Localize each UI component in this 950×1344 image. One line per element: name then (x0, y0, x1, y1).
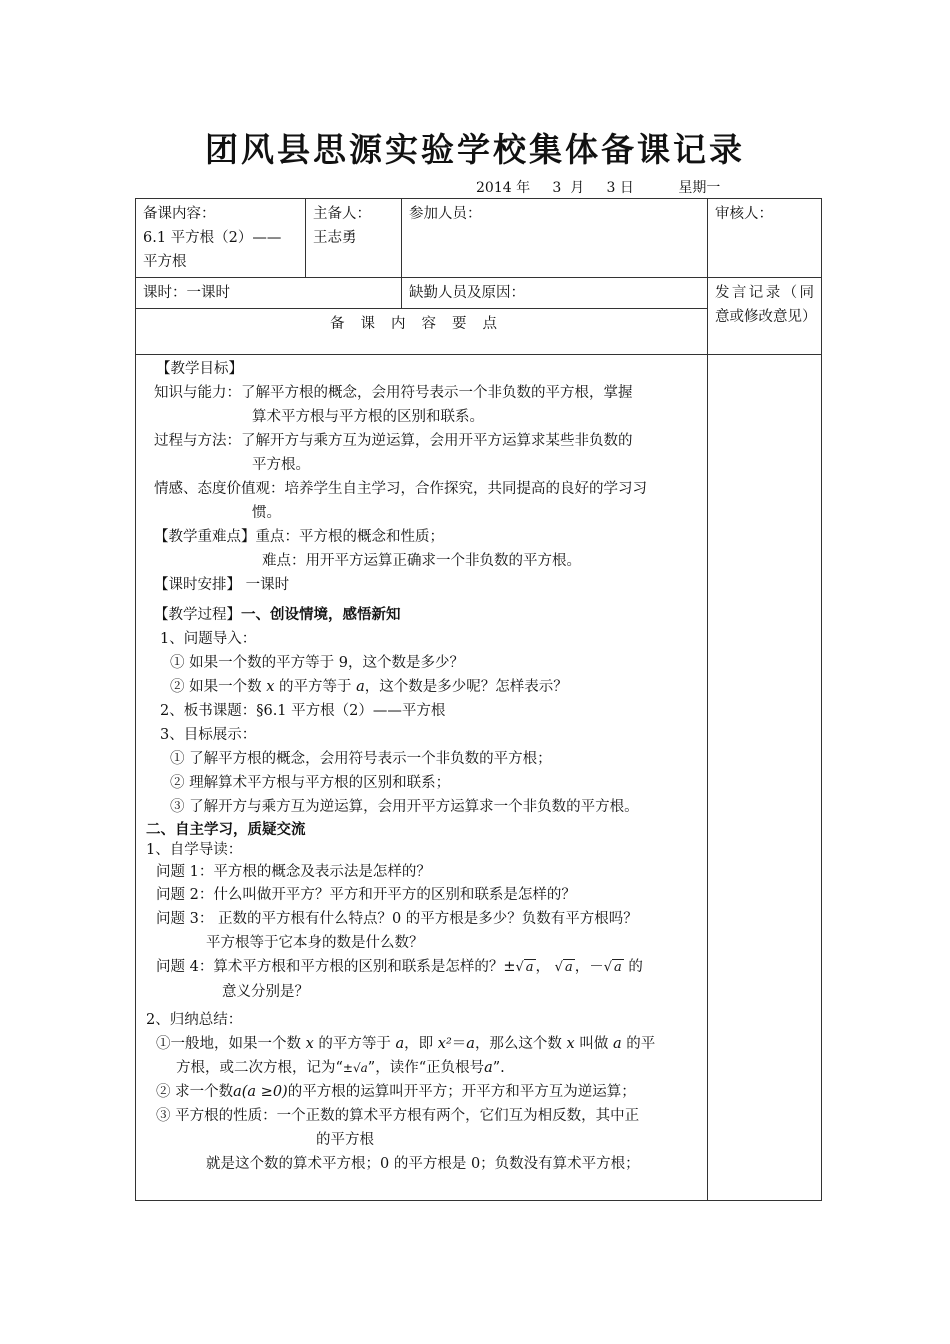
q2-part-a: ② 如果一个数 (170, 679, 267, 695)
study-q4-cont: 意义分别是？ (222, 984, 309, 1000)
key-points-line: 【教学重难点】重点：平方根的概念和性质； (154, 529, 444, 545)
sqrt-icon: √ (554, 960, 563, 975)
lesson-table (135, 198, 822, 1201)
summary-1-line (144, 1032, 701, 1056)
speech-record-body (708, 355, 822, 1201)
date-day: 3 (606, 180, 616, 196)
section-two-title: 二、自主学习，质疑交流 (146, 821, 306, 838)
schedule-line: 【课时安排】 一课时 (154, 577, 290, 593)
date-month: 3 (552, 180, 562, 196)
content-cell (136, 199, 306, 278)
study-q3: 问题 3： 正数的平方根有什么特点？0 的平方根是多少？负数有平方根吗？ (156, 911, 638, 927)
s2-a: ② 求一个数 (156, 1084, 234, 1100)
q4-part-d: 的 (623, 959, 643, 975)
s1-e: ，那么这个数 (474, 1036, 567, 1052)
pm-sqrt-a: ±√a (342, 1061, 368, 1075)
q4-part-c: ，－ (574, 959, 604, 975)
goal-3-line: ③ 了解开方与乘方互为逆运算，会用开平方运算求一个非负数的平方根。 (170, 799, 639, 815)
knowledge-line: 知识与能力：了解平方根的概念，会用符号表示一个非负数的平方根，掌握 (154, 385, 633, 401)
q2-part-c: ，这个数是多少呢？怎样表示？ (364, 679, 568, 695)
summary-3-line: ③ 平方根的性质：一个正数的算术平方根有两个，它们互为相反数，其中正 (156, 1108, 640, 1124)
study-q1: 问题 1：平方根的概念及表示法是怎样的？ (156, 864, 431, 880)
process-line: 过程与方法：了解开方与乘方互为逆运算，会用开平方运算求某些非负数的 (154, 433, 633, 449)
goal-line: 3、目标展示： (160, 727, 257, 743)
attitude-line: 情感、态度价值观：培养学生自主学习，合作探究，共同提高的良好的学习习 (154, 481, 647, 497)
topic-line: 2、板书课题：§6.1 平方根（2）——平方根 (160, 703, 446, 719)
s1-a-var: a (395, 1036, 405, 1052)
objectives-heading: 【教学目标】 (156, 361, 243, 377)
lesson-content (136, 355, 708, 1201)
process-heading (144, 603, 701, 627)
study-q4 (144, 955, 701, 980)
s1-d: ＝ (451, 1036, 467, 1052)
content-value-1: 6.1 平方根（2）—— (143, 230, 282, 246)
sqrt-icon: √ (515, 960, 524, 975)
q2-part-b: 的平方等于 (274, 679, 357, 695)
s1-x: x (305, 1036, 314, 1052)
self-study-line: 1、自学导读： (146, 842, 243, 858)
summary-1-cont (144, 1056, 701, 1080)
preparer-cell (306, 199, 402, 278)
summary-3-cont-2: 就是这个数的算术平方根；0 的平方根是 0；负数没有算术平方根； (206, 1156, 640, 1172)
summary-3-cont: 的平方根 (316, 1132, 374, 1148)
s1-c: ，即 (404, 1036, 438, 1052)
s1-a-var-3: a (612, 1036, 622, 1052)
reviewer-label: 审核人： (715, 206, 773, 222)
study-q2: 问题 2：什么叫做开平方？平方和开平方的区别和联系是怎样的？ (156, 887, 576, 903)
reviewer-cell (708, 199, 822, 278)
date-month-unit: 月 (570, 180, 585, 196)
process-heading-label: 【教学过程】 (154, 607, 241, 623)
summary-line: 2、归纳总结： (146, 1012, 243, 1028)
section-one-title: 一、创设情境，感悟新知 (241, 606, 401, 623)
sqrt-icon: √ (603, 960, 613, 975)
s2-a-var: a (233, 1084, 242, 1100)
date-year: 2014 (476, 180, 512, 196)
q4-sqrt-a-3: a (614, 960, 622, 975)
preparer-value: 王志勇 (313, 230, 357, 246)
preparer-label: 主备人： (313, 206, 371, 222)
question-1-line: ① 如果一个数的平方等于 9，这个数是多少？ (170, 655, 464, 671)
date-day-unit: 日 (619, 180, 634, 196)
speech-record-cell: 发言记录（同意或修改意见） (708, 278, 822, 355)
period-cell: 课时：一课时 (136, 278, 402, 309)
date-line (476, 177, 720, 197)
study-q3-cont: 平方根等于它本身的数是什么数？ (206, 935, 424, 951)
q4-sqrt-a-2: a (564, 960, 573, 975)
summary-2-line (144, 1080, 701, 1104)
q2-var-a: a (356, 679, 365, 695)
section-heading: 备课内容要点 (136, 309, 708, 355)
s1c-c: ”. (492, 1060, 505, 1076)
s2-b: 的平方根的运算叫开平方；开平方和平方互为逆运算； (287, 1084, 636, 1100)
s1-a-var-2: a (466, 1036, 475, 1052)
s1-x2: x² (437, 1036, 452, 1052)
content-value-2: 平方根 (143, 254, 187, 270)
s1-a: ①一般地，如果一个数 (156, 1036, 306, 1052)
absence-cell: 缺勤人员及原因： (402, 278, 708, 309)
process-line-cont: 平方根。 (252, 457, 310, 473)
s1c-a: 方根，或二次方根，记为“ (176, 1060, 343, 1076)
content-label: 备课内容： (143, 206, 216, 222)
goal-1-line: ① 了解平方根的概念，会用符号表示一个非负数的平方根； (170, 751, 552, 767)
q4-part-a: 问题 4：算术平方根和平方根的区别和联系是怎样的？± (156, 959, 516, 975)
q4-sqrt-a-1: a (525, 960, 534, 975)
s1-b: 的平方等于 (313, 1036, 396, 1052)
s1-g: 的平 (621, 1036, 656, 1052)
q2-var-x: x (266, 679, 275, 695)
question-2-line (144, 675, 701, 699)
knowledge-line-cont: 算术平方根与平方根的区别和联系。 (252, 409, 484, 425)
date-year-unit: 年 (516, 180, 531, 196)
s1c-b: ”，读作“正负根号 (367, 1060, 485, 1076)
q4-part-b: ， (535, 959, 551, 975)
goal-2-line: ② 理解算术平方根与平方根的区别和联系； (170, 775, 451, 791)
intro-line: 1、问题导入： (160, 631, 257, 647)
date-weekday: 星期一 (678, 180, 721, 196)
s2-cond: (a ≥0) (241, 1084, 288, 1100)
s1c-a-var: a (484, 1060, 493, 1076)
s1-f: 叫做 (574, 1036, 613, 1052)
page-title: 团风县思源实验学校集体备课记录 (205, 130, 745, 169)
attitude-line-cont: 惯。 (252, 505, 281, 521)
difficulty-line: 难点：用开平方运算正确求一个非负数的平方根。 (262, 553, 581, 569)
s1-x-2: x (566, 1036, 575, 1052)
participants-label: 参加人员： (409, 206, 482, 222)
participants-cell (402, 199, 708, 278)
